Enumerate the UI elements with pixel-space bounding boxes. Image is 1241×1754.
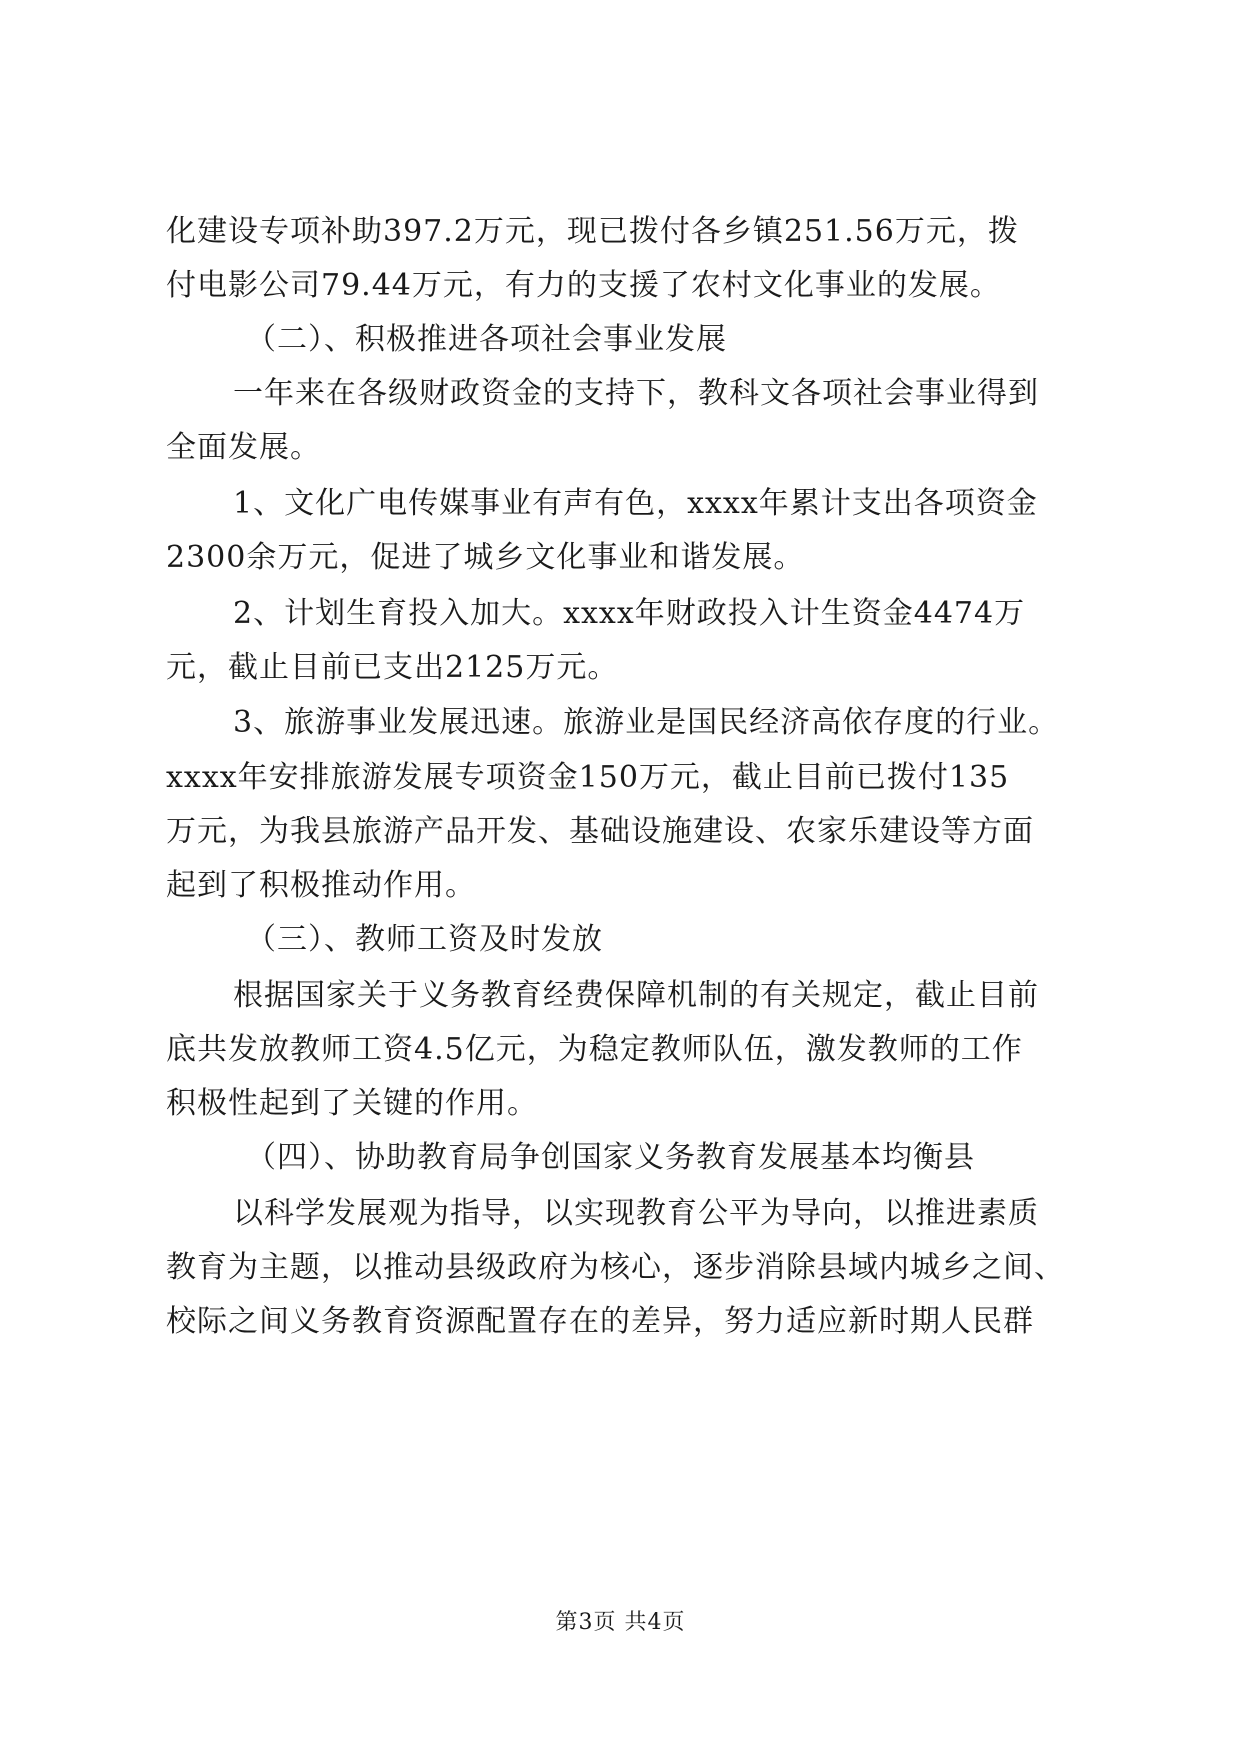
body-line-9: 3、旅游事业发展迅速。旅游业是国民经济高依存度的行业。 (233, 705, 1060, 740)
page-number-footer: 第3页 共4页 (555, 1610, 686, 1635)
body-line-13: 根据国家关于义务教育经费保障机制的有关规定，截止目前 (233, 978, 1039, 1013)
body-line-11: 万元，为我县旅游产品开发、基础设施建设、农家乐建设等方面 (166, 814, 1034, 849)
body-line-7: 2、计划生育投入加大。xxxx年财政投入计生资金4474万 (233, 596, 1026, 631)
body-line-4: 全面发展。 (166, 430, 321, 465)
body-line-2: 付电影公司79.44万元，有力的支援了农村文化事业的发展。 (166, 268, 1001, 303)
body-line-6: 2300余万元，促进了城乡文化事业和谐发展。 (166, 540, 805, 575)
body-line-15: 积极性起到了关键的作用。 (166, 1086, 538, 1121)
section-heading-3: （三）、教师工资及时发放 (246, 922, 603, 957)
body-line-18: 校际之间义务教育资源配置存在的差异，努力适应新时期人民群 (166, 1304, 1034, 1339)
body-line-17: 教育为主题，以推动县级政府为核心，逐步消除县域内城乡之间、 (166, 1250, 1065, 1285)
body-line-1: 化建设专项补助397.2万元，现已拨付各乡镇251.56万元，拨 (166, 214, 1019, 249)
section-heading-2: （二）、积极推进各项社会事业发展 (246, 322, 727, 357)
body-line-10: xxxx年安排旅游发展专项资金150万元，截止目前已拨付135 (166, 760, 1010, 795)
body-line-5: 1、文化广电传媒事业有声有色，xxxx年累计支出各项资金 (233, 486, 1038, 521)
body-line-3: 一年来在各级财政资金的支持下，教科文各项社会事业得到 (233, 376, 1039, 411)
body-line-16: 以科学发展观为指导，以实现教育公平为导向，以推进素质 (233, 1196, 1039, 1231)
body-line-14: 底共发放教师工资4.5亿元，为稳定教师队伍，激发教师的工作 (166, 1032, 1023, 1067)
body-line-8: 元，截止目前已支出2125万元。 (166, 650, 619, 685)
body-line-12: 起到了积极推动作用。 (166, 868, 476, 903)
section-heading-4: （四）、协助教育局争创国家义务教育发展基本均衡县 (246, 1140, 975, 1175)
